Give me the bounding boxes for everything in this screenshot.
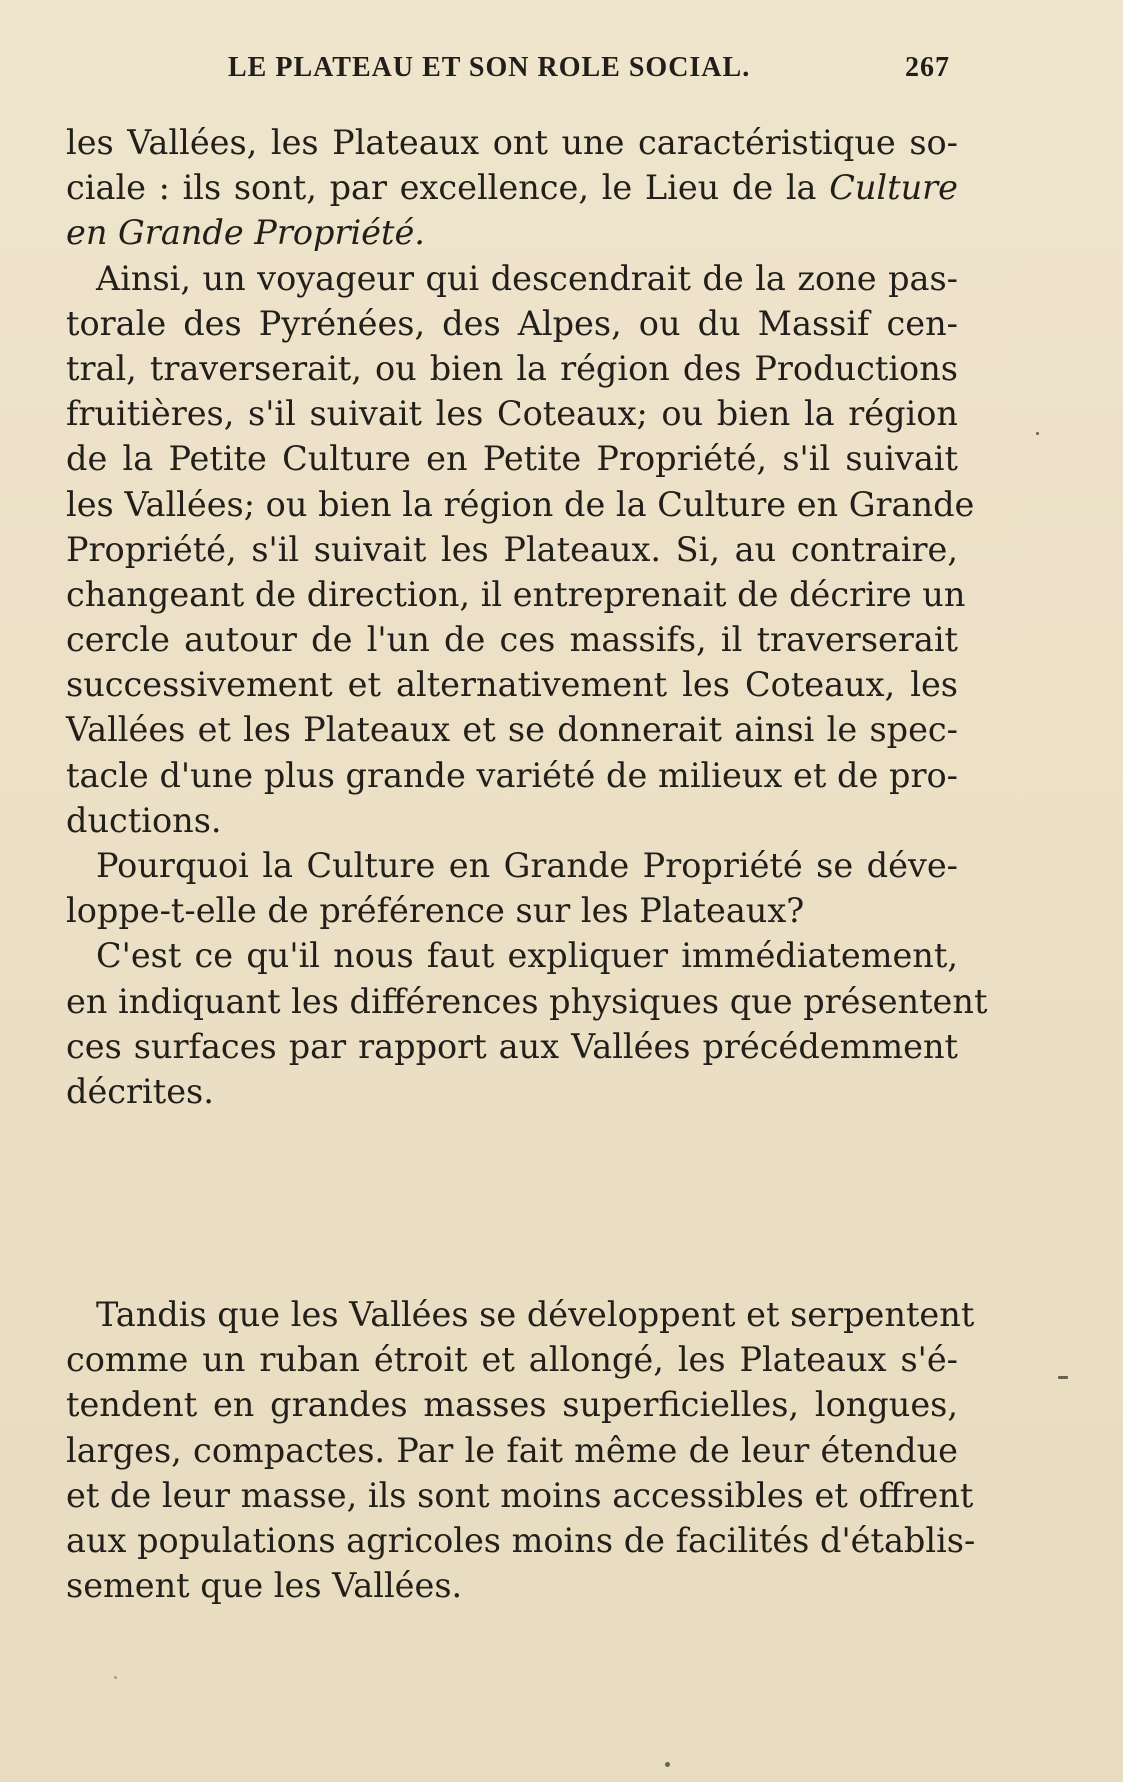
text-line: les Vallées, les Plateaux ont une caractéristique so- bbox=[66, 123, 958, 162]
text-line: torale des Pyrénées, des Alpes, ou du Massif cen- bbox=[66, 303, 958, 343]
text-line: loppe-t-elle de préférence sur les Plateaux? bbox=[66, 891, 805, 931]
paper-speck bbox=[665, 1762, 670, 1767]
running-head bbox=[66, 52, 950, 92]
text-line: tral, traverserait, ou bien la région des Productions bbox=[66, 348, 958, 388]
paper-speck bbox=[1058, 1376, 1068, 1379]
text-line: changeant de direction, il entreprenait de décrire un bbox=[66, 574, 966, 614]
text-line: ductions. bbox=[66, 800, 222, 840]
page-number: 267 bbox=[905, 52, 950, 83]
text-line: C'est ce qu'il nous faut expliquer immédiatement, bbox=[96, 936, 958, 976]
text-line: ces surfaces par rapport aux Vallées précédemment bbox=[66, 1026, 958, 1066]
text-line: Vallées et les Plateaux et se donnerait ainsi le spec- bbox=[66, 710, 958, 750]
italic-term: en Grande Propriété. bbox=[66, 213, 425, 253]
text-line: Propriété, s'il suivait les Plateaux. Si, au contraire, bbox=[66, 529, 958, 569]
text-line: en indiquant les différences physiques que présentent bbox=[66, 981, 988, 1021]
text-line bbox=[66, 165, 958, 210]
section-text bbox=[66, 1292, 976, 1608]
text-line: les Vallées; ou bien la région de la Culture en Grande bbox=[66, 484, 975, 524]
text-line: et de leur masse, ils sont moins accessibles et offrent bbox=[66, 1475, 974, 1515]
text-fragment: ciale : ils sont, par excellence, le Lieu de la bbox=[66, 168, 830, 208]
text-line: de la Petite Culture en Petite Propriété, s'il suivait bbox=[66, 439, 958, 479]
paper-speck bbox=[1036, 432, 1039, 435]
text-line: fruitières, s'il suivait les Coteaux; ou bien la région bbox=[66, 394, 958, 434]
text-line: Tandis que les Vallées se développent et serpentent bbox=[96, 1295, 975, 1334]
text-line: aux populations agricoles moins de facilités d'établis- bbox=[66, 1520, 976, 1560]
text-line: Pourquoi la Culture en Grande Propriété se déve- bbox=[96, 846, 958, 885]
text-line: Ainsi, un voyageur qui descendrait de la zone pas- bbox=[96, 258, 958, 298]
text-line: successivement et alternativement les Coteaux, les bbox=[66, 665, 958, 705]
text-line: cercle autour de l'un de ces massifs, il traverserait bbox=[66, 620, 958, 660]
main-text bbox=[66, 120, 988, 1114]
text-line: sement que les Vallées. bbox=[66, 1566, 463, 1606]
text-line: décrites. bbox=[66, 1071, 214, 1111]
text-line: comme un ruban étroit et allongé, les Plateaux s'é- bbox=[66, 1340, 958, 1380]
text-line: tendent en grandes masses superficielles, longues, bbox=[66, 1385, 958, 1425]
running-title: LE PLATEAU ET SON ROLE SOCIAL. bbox=[228, 52, 751, 83]
text-line: larges, compactes. Par le fait même de leur étendue bbox=[66, 1430, 958, 1470]
paper-speck bbox=[114, 1676, 117, 1679]
text-line bbox=[66, 210, 958, 255]
italic-term: Culture bbox=[829, 168, 958, 208]
text-line: tacle d'une plus grande variété de milieux et de pro- bbox=[66, 755, 958, 795]
